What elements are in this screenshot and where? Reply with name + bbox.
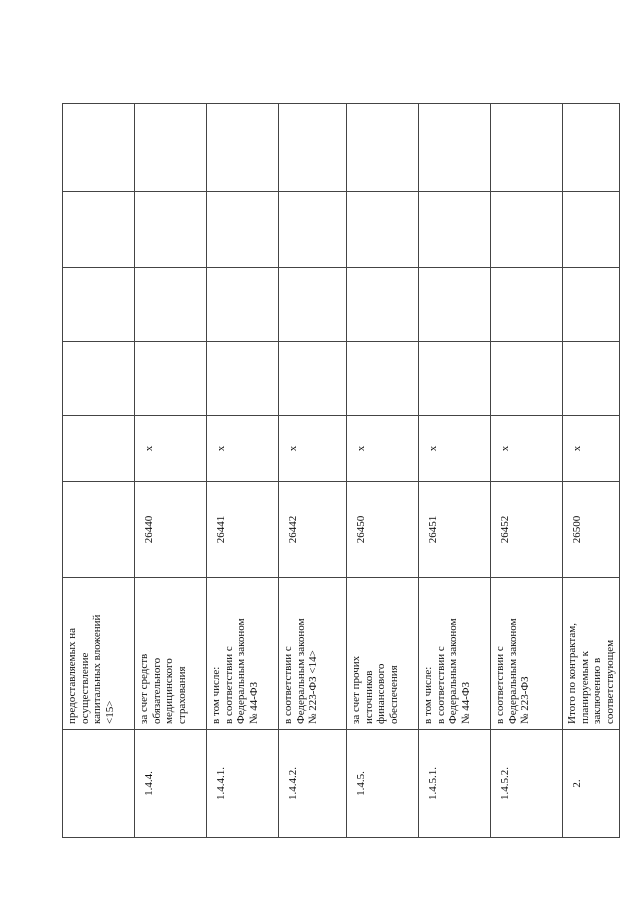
table-row: [491, 104, 563, 838]
line-code-cell: 26452: [491, 482, 563, 578]
table-row: [419, 104, 491, 838]
mark-cell: x: [347, 416, 419, 482]
empty-value-cell: [347, 268, 419, 342]
row-name-cell: [207, 578, 279, 730]
row-name-cell: [63, 578, 135, 730]
line-code-cell: 26441: [207, 482, 279, 578]
mark-cell: x: [563, 416, 620, 482]
row-name-line: Федеральным законом: [506, 618, 519, 724]
line-code-cell: 26450: [347, 482, 419, 578]
row-name-line: в соответствии с: [282, 646, 294, 724]
empty-value-cell: [63, 192, 135, 268]
row-name-line: в соответствии с: [494, 646, 506, 724]
empty-value-cell: [491, 342, 563, 416]
empty-value-cell: [207, 268, 279, 342]
empty-value-cell: [207, 192, 279, 268]
row-name-line: в том числе:: [422, 666, 434, 724]
empty-value-cell: [279, 268, 347, 342]
table-body: [63, 104, 620, 838]
row-name-line: <15>: [103, 700, 116, 724]
row-number-cell: [63, 730, 135, 838]
table-row: [63, 104, 135, 838]
mark-cell: x: [491, 416, 563, 482]
empty-value-cell: [135, 342, 207, 416]
empty-value-cell: [347, 104, 419, 192]
empty-value-cell: [135, 268, 207, 342]
row-name-line: осуществление: [78, 652, 91, 724]
table-row: [563, 104, 620, 838]
empty-value-cell: [563, 192, 620, 268]
empty-value-cell: [207, 104, 279, 192]
empty-value-cell: [563, 268, 620, 342]
row-name-line: в соответствии с: [222, 646, 235, 724]
empty-value-cell: [419, 104, 491, 192]
row-name-line: Федеральным законом: [235, 618, 247, 724]
table-row: [279, 104, 347, 838]
row-name-line: за счет средств: [138, 653, 150, 724]
row-number-cell: 1.4.4.2.: [279, 730, 347, 838]
row-number-cell: 1.4.5.1.: [419, 730, 491, 838]
row-name-line: в том числе:: [210, 666, 222, 724]
table-row: [135, 104, 207, 838]
line-code-cell: 26440: [135, 482, 207, 578]
empty-value-cell: [563, 342, 620, 416]
empty-value-cell: [419, 342, 491, 416]
row-name-cell: [135, 578, 207, 730]
row-name-line: заключению в: [591, 657, 603, 724]
empty-value-cell: [419, 268, 491, 342]
row-name-line: № 223-ФЗ <14>: [307, 650, 319, 724]
row-number-cell: 1.4.5.2.: [491, 730, 563, 838]
row-name-line: соответствующем: [603, 639, 616, 724]
empty-value-cell: [63, 342, 135, 416]
empty-value-cell: [491, 192, 563, 268]
row-name-line: планируемым к: [578, 650, 591, 724]
row-name-line: в соответствии с: [434, 646, 447, 724]
empty-value-cell: [63, 268, 135, 342]
row-name-line: источников: [362, 670, 375, 724]
row-name-line: Федеральным законом: [294, 618, 307, 724]
empty-value-cell: [135, 104, 207, 192]
row-name-line: за счет прочих: [350, 655, 362, 724]
rotated-table-page: [62, 104, 616, 838]
empty-value-cell: [63, 104, 135, 192]
mark-cell: x: [207, 416, 279, 482]
row-name-line: № 44-ФЗ: [459, 681, 472, 724]
table-row: [207, 104, 279, 838]
row-name-line: Федеральным законом: [447, 618, 459, 724]
row-name-line: обеспечения: [387, 665, 400, 724]
row-number-cell: 1.4.4.1.: [207, 730, 279, 838]
row-name-cell: [347, 578, 419, 730]
empty-value-cell: [419, 192, 491, 268]
line-code-cell: 26451: [419, 482, 491, 578]
planned-contracts-table: [62, 103, 620, 838]
empty-value-cell: [563, 104, 620, 192]
mark-cell: x: [419, 416, 491, 482]
empty-value-cell: [207, 342, 279, 416]
row-name-cell: [419, 578, 491, 730]
row-name-line: обязательного: [150, 657, 163, 724]
empty-value-cell: [491, 104, 563, 192]
empty-value-cell: [279, 342, 347, 416]
table-row: [347, 104, 419, 838]
empty-value-cell: [347, 342, 419, 416]
row-name-line: № 44-ФЗ: [247, 681, 260, 724]
mark-cell: x: [135, 416, 207, 482]
empty-value-cell: [347, 192, 419, 268]
row-number-cell: 2.: [563, 730, 620, 838]
row-name-line: Итого по контрактам,: [566, 623, 578, 724]
row-name-cell: [563, 578, 620, 730]
row-number-cell: 1.4.4.: [135, 730, 207, 838]
row-number-cell: 1.4.5.: [347, 730, 419, 838]
empty-value-cell: [279, 104, 347, 192]
mark-cell: [63, 416, 135, 482]
row-name-line: финансового: [375, 663, 387, 724]
empty-value-cell: [279, 192, 347, 268]
mark-cell: x: [279, 416, 347, 482]
row-name-cell: [491, 578, 563, 730]
empty-value-cell: [491, 268, 563, 342]
line-code-cell: 26442: [279, 482, 347, 578]
row-name-line: № 223-ФЗ: [519, 676, 531, 724]
line-code-cell: [63, 482, 135, 578]
row-name-line: страхования: [175, 666, 188, 724]
line-code-cell: 26500: [563, 482, 620, 578]
row-name-line: медицинского: [163, 658, 175, 724]
row-name-cell: [279, 578, 347, 730]
empty-value-cell: [135, 192, 207, 268]
row-name-line: предоставляемых на: [66, 627, 78, 724]
row-name-line: капитальных вложений: [91, 614, 103, 724]
